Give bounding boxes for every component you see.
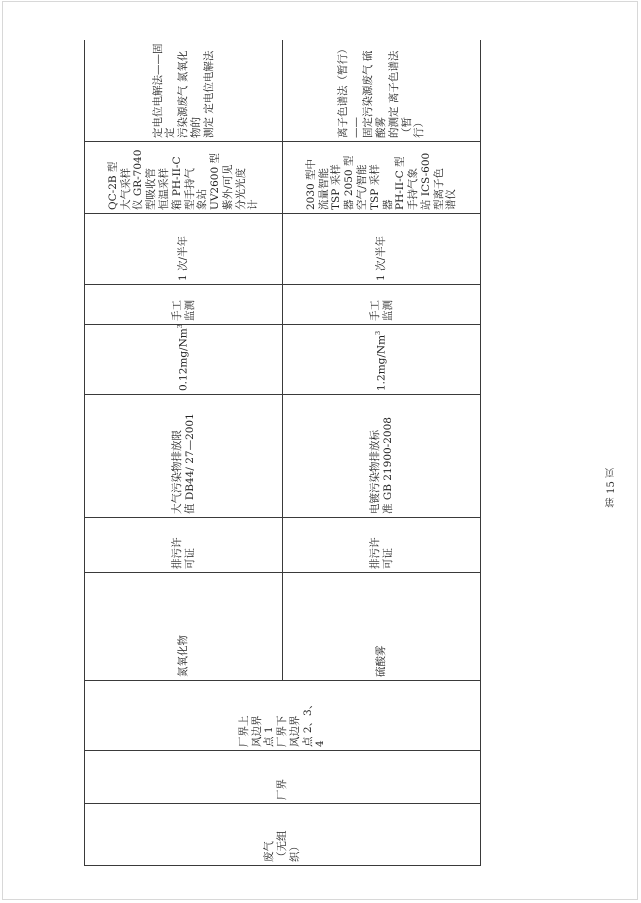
page-number: 第 15 页 (606, 468, 617, 508)
location-cell: 厂界 (85, 751, 481, 804)
limit-value: 1.2mg/Nm (375, 334, 388, 391)
basis-cell: 排污许 可证 (283, 518, 481, 573)
table-row (85, 40, 283, 866)
basis-cell: 排污许 可证 (85, 518, 283, 573)
pollutant-cell: 硫酸雾 (283, 573, 481, 681)
points-cell: 厂界上 风边界 点 1 厂界下 风边界 点 2、3、 4 (85, 681, 481, 751)
limit-superscript: 3 (175, 324, 184, 329)
standard-cell: 大气污染物排放限 值 DB44/ 27—2001 (85, 395, 283, 518)
table-viewport (84, 40, 481, 866)
limit-cell (85, 325, 283, 395)
monitoring-table (84, 40, 481, 866)
method-cell: 手工 监测 (85, 285, 283, 325)
method-cell: 手工 监测 (283, 285, 481, 325)
standard-cell: 电镀污染物排放标 准 GB 21900-2008 (283, 395, 481, 518)
limit-superscript: 3 (373, 330, 382, 335)
frequency-cell: 1 次/半年 (283, 214, 481, 285)
rotated-table-container (84, 40, 481, 866)
pollutant-cell: 氮氧化物 (85, 573, 283, 681)
limit-value: 0.12mg/Nm (177, 328, 190, 391)
instrument-cell: 2030 型中 流量智能 TSP 采样 器 2050 型 空气/智能 TSP 采样 器 PH-II-C 型 手持气象 站 ICS-600 型离子色 谱仪 (283, 142, 481, 214)
category-cell: 废气 （无组 织） (85, 804, 481, 866)
analysis-method-cell: 离子色谱法（暂行）—— 固定污染源废气 硫酸雾 的测定 离子色谱法（暂 行） (283, 40, 481, 142)
limit-cell (283, 325, 481, 395)
frequency-cell: 1 次/半年 (85, 214, 283, 285)
instrument-cell: QC-2B 型 大气采样 仪 GR-7040 型吸收管 恒温采样 箱 PH-II-C 型手持气 象站 UV2600 型 紫外/可见 分光光度 计 (85, 142, 283, 214)
analysis-method-cell: 定电位电解法——固定 污染源废气 氮氧化物的 测定 定电位电解法 (85, 40, 283, 142)
